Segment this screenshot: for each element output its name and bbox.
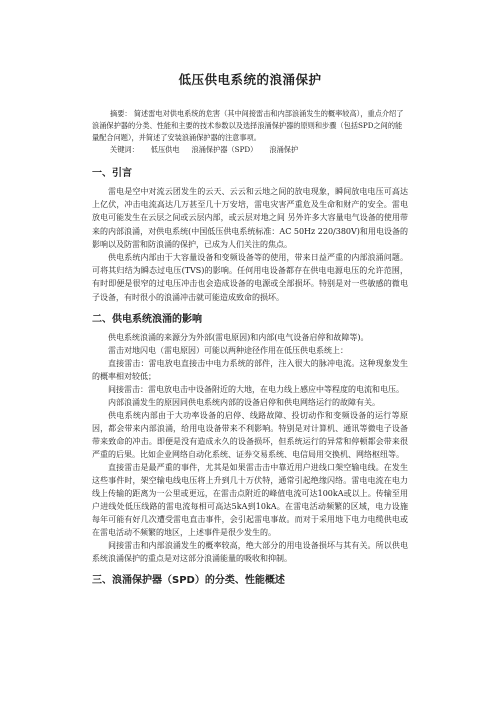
paragraph: 雷击对地闪电（雷电原因）可能以两种途径作用在低压供电系统上： [108,345,348,355]
section-heading-introduction: 一、引言 [92,168,132,179]
abstract: 摘要： 简述雷电对供电系统的危害（其中间接雷击和内部浪涌发生的概率较高），重点介绍了浪涌保护器的分类、性能和主要的技术参数以及选择浪涌保护器的原则和步骤（包括SPD之间的能量配合问题），并简述了安装浪涌保护器的注意事项。 [92,109,404,142]
keyword: 浪涌保护器（SPD） [191,145,258,154]
paragraph: 供电系统内部由于大功率设备的启停、线路故障、投切动作和变频设备的运行等原因，都会带来内部浪涌，给用电设备带来不利影响。特别是对计算机、通讯等微电子设备带来致命的冲击。即便是没有造成永久的设备损坏，但系统运行的异常和停顿都会带来很严重的后果。比如企业网络自动化系统、证券交易系统、电信局用交换机、网络枢纽等。 [92,410,408,459]
paragraph: 内部浪涌发生的原因同供电系统内部的设备启停和供电网络运行的故障有关。 [108,397,380,407]
paragraph: 供电系统浪涌的来源分为外部(雷电原因)和内部(电气设备启停和故障等)。 [108,332,369,342]
paragraph: 直接雷击：雷电放电直接击中电力系统的部件，注入很大的脉冲电流。这种现象发生的概率相对较低； [92,358,408,381]
keyword: 低压供电 [150,145,180,154]
document-title: 低压供电系统的浪涌保护 [178,72,322,87]
section-heading-spd-classification: 三、浪涌保护器（SPD）的分类、性能概述 [92,574,285,586]
paragraph: 供电系统内部由于大容量设备和变频设备等的使用，带来日益严重的内部浪涌问题。可将其归结为瞬态过电压(TVS)的影响。任何用电设备都存在供电电源电压的允许范围，有时即便是很窄的过电压冲击也会造成设备的电源或全部损坏。特别是对一些敏感的微电子设备，有时很小的浪涌冲击就可能造成致命的损坏。 [92,253,408,302]
keyword: 浪涌保护 [269,145,299,154]
keywords [110,144,408,156]
paragraph: 雷电是空中对流云团发生的云天、云云和云地之间的放电现象，瞬间放电电压可高达上亿伏，冲击电流高达几万甚至几十万安培，雷电灾害严重危及生命和财产的安全。雷电放电可能发生在云层之间或云层内部，或云层对地之间 另外许多大容量电气设备的使用带来的内部浪涌，对供电系统(中国低压供电系统标准：AC 50Hz 220/380V)和用电设备的影响以及防雷和防浪涌的保护，已成为人们关注的焦点。 [92,187,408,249]
paragraph: 直接雷击是最严重的事件，尤其是如果雷击击中靠近用户进线口架空输电线。在发生这些事件时，架空输电线电压将上升到几十万伏特，通常引起绝缘闪络。雷电电流在电力线上传输的距离为一公里或更远，在雷击点附近的峰值电流可达100kA或以上。传输至用户进线处低压线路的雷电流每相可高达5kA到10kA。在雷电活动频繁的区域，电力设施每年可能有好几次遭受雷电直击事件，会引起雷电事故。而对于采用地下电力电缆供电或在雷电活动不频繁的地区，上述事件是很少发生的。 [92,462,408,537]
section-heading-surge-impact: 二、供电系统浪涌的影响 [92,313,202,325]
keywords-label: 关键词： [110,145,139,154]
paragraph: 间接雷击和内部浪涌发生的概率较高，绝大部分的用电设备损坏与其有关。所以供电系统浪涌保护的重点是对这部分浪涌能量的吸收和抑制。 [92,540,408,563]
paragraph: 间接雷击：雷电放电击中设备附近的大地，在电力线上感应中等程度的电流和电压。 [108,384,404,394]
